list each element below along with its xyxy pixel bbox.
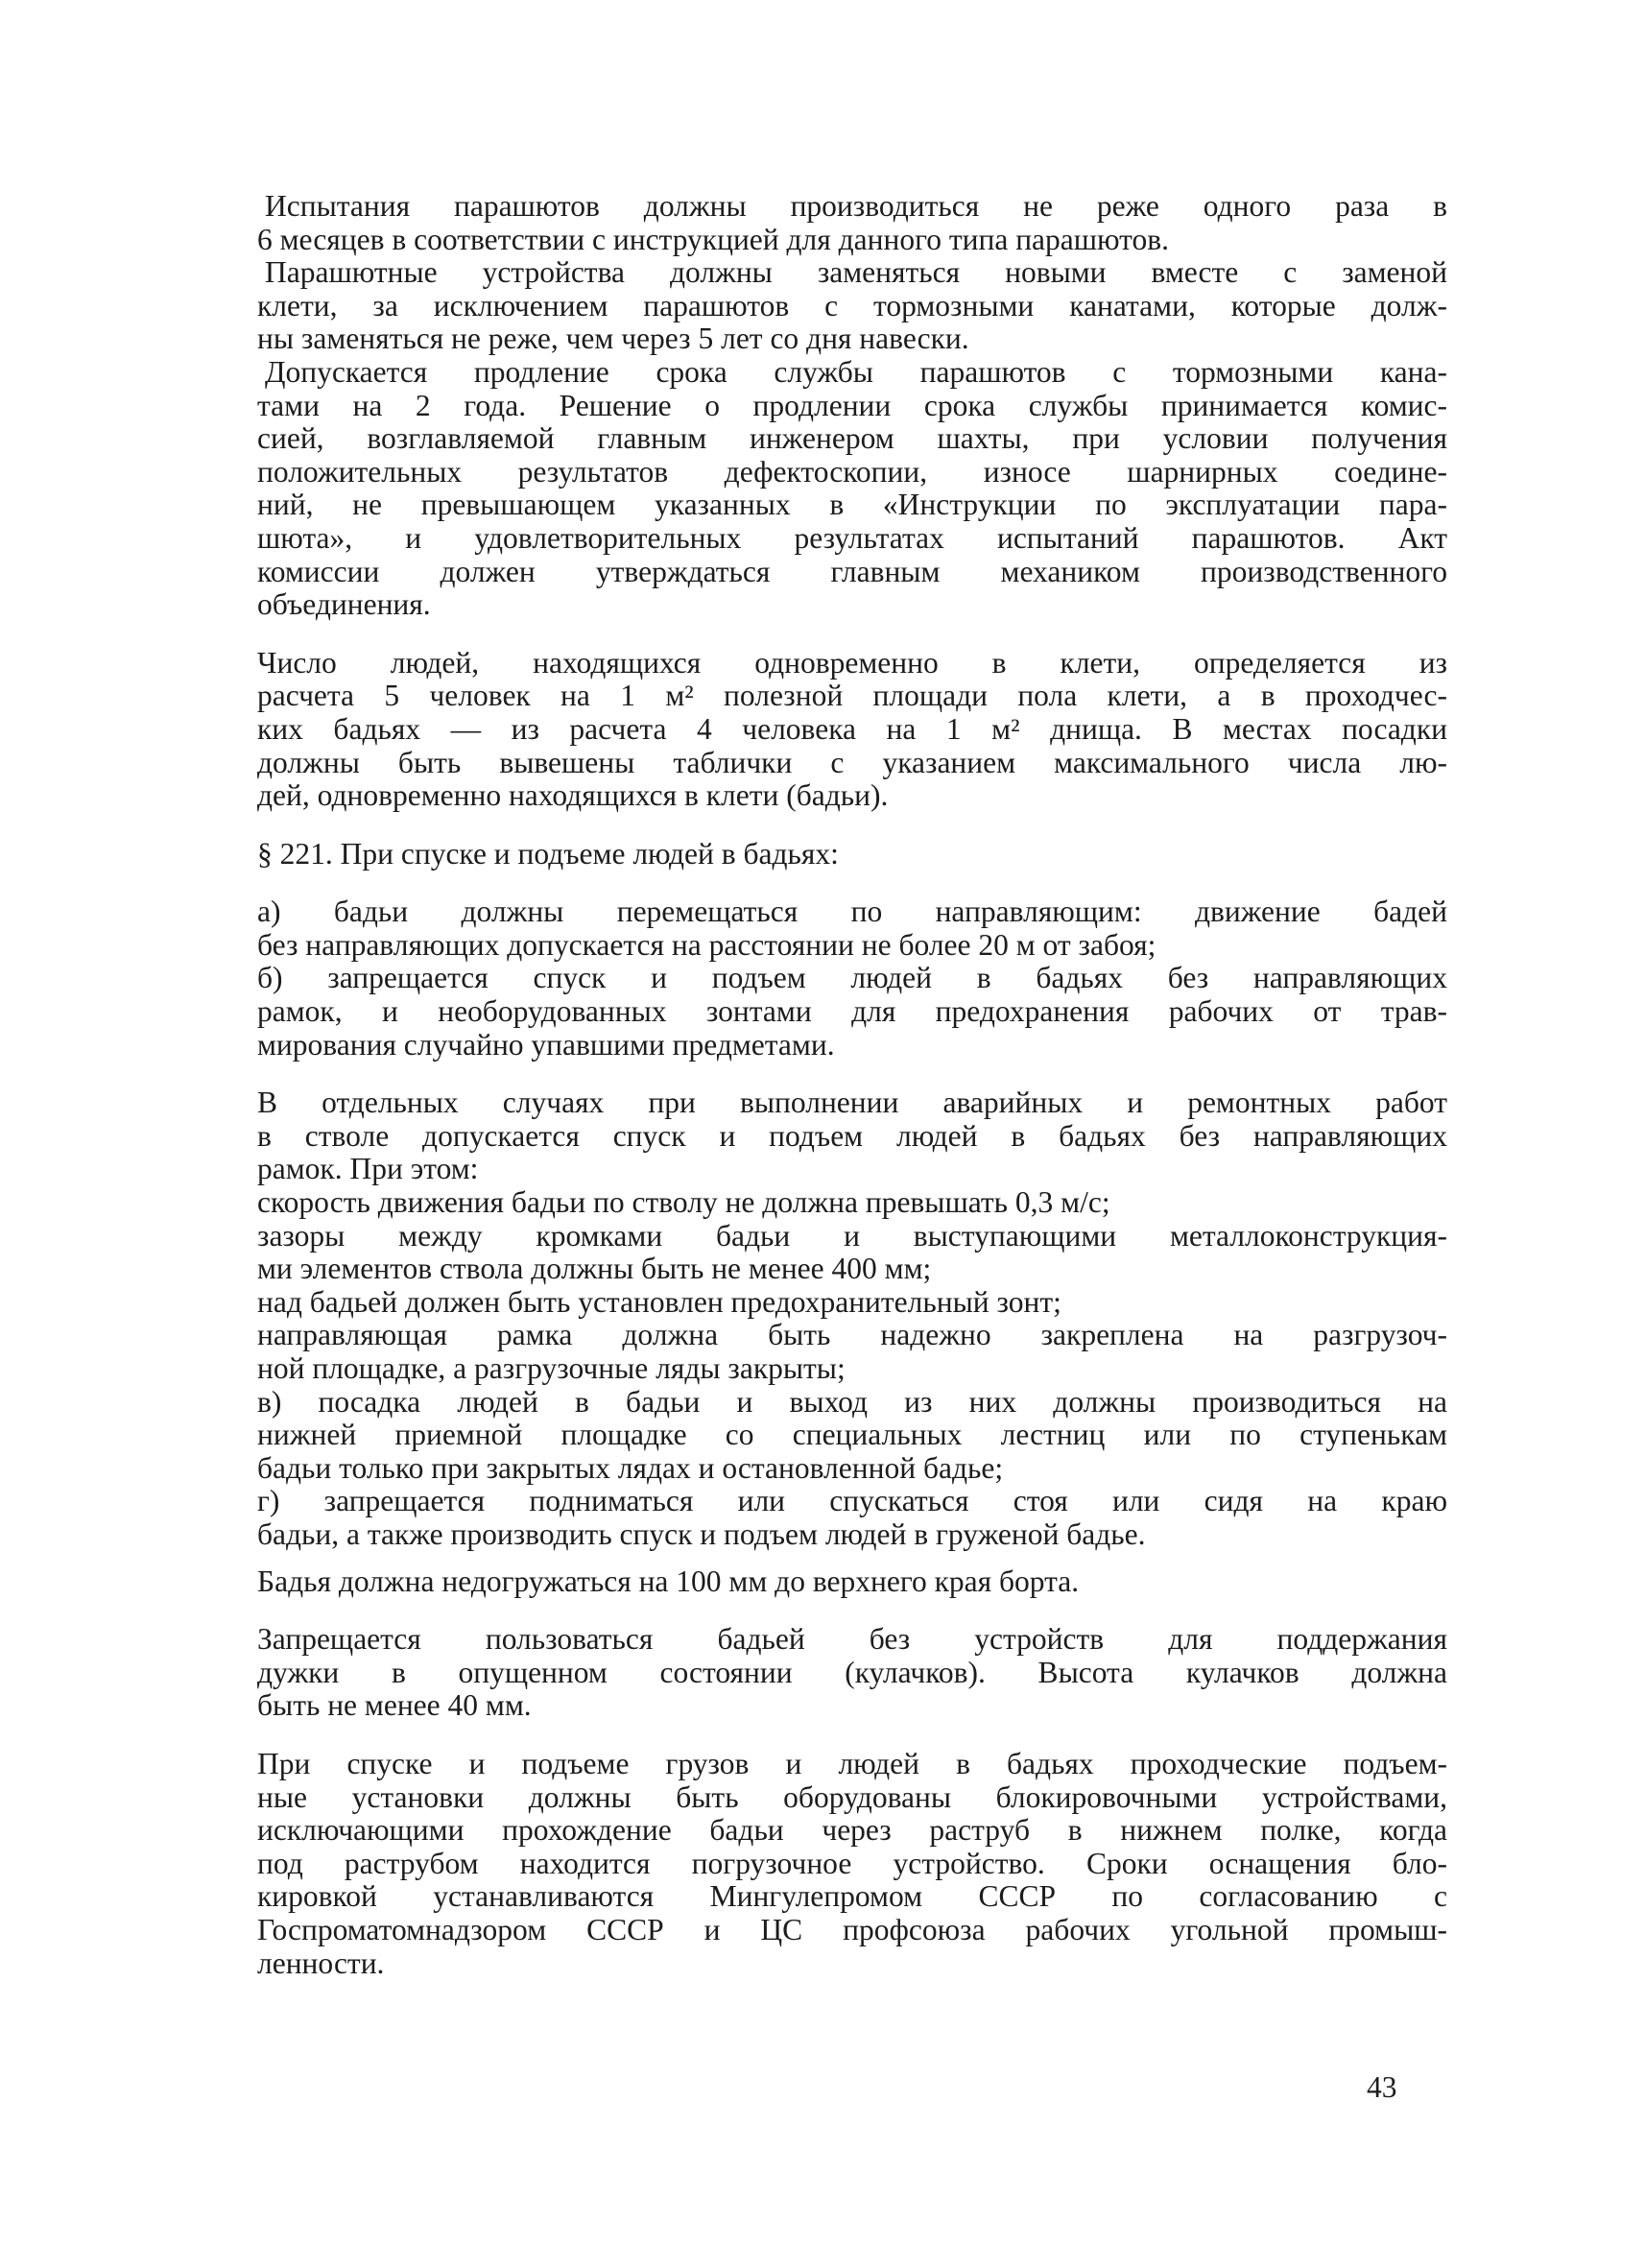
text-line: Испытания парашютов должны производиться не реже одного раза в <box>265 189 1447 223</box>
text-line: Бадья должна недогружаться на 100 мм до верхнего края борта. <box>257 1564 1080 1598</box>
text-line: 6 месяцев в соответствии с инструкцией для данного типа парашютов. <box>257 222 1169 256</box>
text-line: расчета 5 человек на 1 м² полезной площади пола клети, а в проходчес- <box>257 679 1447 713</box>
list-item-b <box>257 962 1447 1062</box>
text-line: объединения. <box>257 587 431 622</box>
paragraph-parachute-testing <box>257 190 1447 256</box>
condition-clearance <box>257 1220 1447 1286</box>
text-line: зазоры между кромками бадьи и выступающими металлоконструкция- <box>257 1218 1447 1253</box>
text-line: ми элементов ствола должны быть не менее 400 мм; <box>257 1252 932 1286</box>
list-item-v <box>257 1386 1447 1486</box>
text-line: ной площадке, а разгрузочные ляды закрыты; <box>257 1351 846 1385</box>
text-line: в) посадка людей в бадьи и выход из них должны производиться на <box>257 1384 1447 1419</box>
text-line: ких бадьях — из расчета 4 человека на 1 м² днища. В местах посадки <box>257 711 1447 746</box>
text-line: ны заменяться не реже, чем через 5 лет со дня навески. <box>257 322 969 356</box>
text-line: над бадьей должен быть установлен предохранительный зонт; <box>257 1284 1061 1319</box>
text-line: дей, одновременно находящихся в клети (бадьи). <box>257 778 889 813</box>
text-line: направляющая рамка должна быть надежно закреплена на разгрузоч- <box>257 1318 1447 1352</box>
text-line: Парашютные устройства должны заменяться новыми вместе с заменой <box>265 255 1447 290</box>
paragraph-blocking-devices <box>257 1748 1447 1980</box>
text-line: В отдельных случаях при выполнении аварийных и ремонтных работ <box>257 1086 1447 1120</box>
text-line: комиссии должен утверждаться главным механиком производственного <box>257 554 1447 588</box>
text-line: При спуске и подъеме грузов и людей в бадьях проходческие подъем- <box>257 1746 1447 1780</box>
text-line: тами на 2 года. Решение о продлении срока службы принимается комис- <box>257 388 1447 422</box>
text-line: без направляющих допускается на расстоянии не более 20 м от забоя; <box>257 927 1156 962</box>
text-line: шюта», и удовлетворительных результатах испытаний парашютов. Акт <box>257 520 1447 555</box>
text-line: бадьи, а также производить спуск и подъем людей в груженой бадье. <box>257 1516 1146 1551</box>
text-line: § 221. При спуске и подъеме людей в бадьях: <box>257 836 839 871</box>
text-line: дужки в опущенном состоянии (кулачков). Высота кулачков должна <box>257 1655 1447 1689</box>
condition-guide-frame <box>257 1319 1447 1385</box>
text-line: мирования случайно упавшими предметами. <box>257 1027 835 1062</box>
text-line: должны быть вывешены таблички с указанием максимального числа лю- <box>257 745 1447 779</box>
text-line: исключающими прохождение бадьи через раструб в нижнем полке, когда <box>257 1813 1447 1848</box>
text-line: рамок, и необорудованных зонтами для предохранения рабочих от трав- <box>257 994 1447 1029</box>
text-line: ний, не превышающем указанных в «Инструкции по эксплуатации пара- <box>257 488 1447 522</box>
text-line: бадьи только при закрытых лядах и остановленной бадье; <box>257 1450 1004 1485</box>
text-line: Запрещается пользоваться бадьей без устройств для поддержания <box>257 1622 1447 1657</box>
text-line: нижней приемной площадке со специальных лестниц или по ступенькам <box>257 1418 1447 1452</box>
text-column <box>257 190 1447 1980</box>
text-line: скорость движения бадьи по стволу не должна превышать 0,3 м/с; <box>257 1185 1110 1220</box>
text-line: б) запрещается спуск и подъем людей в бадьях без направляющих <box>257 961 1447 995</box>
text-line: ные установки должны быть оборудованы блокировочными устройствами, <box>257 1779 1447 1814</box>
section-heading-221 <box>257 838 1447 871</box>
paragraph-cams <box>257 1623 1447 1723</box>
list-item-a <box>257 895 1447 962</box>
text-line: клети, за исключением парашютов с тормозными канатами, которые долж- <box>257 288 1447 322</box>
condition-umbrella <box>257 1286 1447 1320</box>
text-line: положительных результатов дефектоскопии, износе шарнирных соедине- <box>257 454 1447 489</box>
text-line: сией, возглавляемой главным инженером шахты, при условии получения <box>257 421 1447 456</box>
paragraph-people-count <box>257 647 1447 813</box>
paragraph-parachute-replacement <box>257 256 1447 356</box>
text-line: Число людей, находящихся одновременно в клети, определяется из <box>257 645 1447 680</box>
text-line: Допускается продление срока службы парашютов с тормозными кана- <box>265 354 1447 389</box>
text-line: ленности. <box>257 1946 385 1980</box>
paragraph-emergency-cases <box>257 1086 1447 1186</box>
paragraph-bucket-load <box>257 1565 1447 1599</box>
text-line: Госпроматомнадзором СССР и ЦС профсоюза рабочих угольной промыш- <box>257 1912 1447 1946</box>
text-line: г) запрещается подниматься или спускаться стоя или сидя на краю <box>257 1484 1447 1518</box>
text-line: под раструбом находится погрузочное устройство. Сроки оснащения бло- <box>257 1846 1447 1880</box>
page-number: 43 <box>1367 2070 1397 2104</box>
condition-speed <box>257 1186 1447 1220</box>
list-item-g <box>257 1485 1447 1551</box>
paragraph-service-extension <box>257 356 1447 622</box>
text-line: кировкой устанавливаются Мингулепромом СССР по согласованию с <box>257 1879 1447 1914</box>
text-line: а) бадьи должны перемещаться по направляющим: движение бадей <box>257 895 1447 929</box>
text-line: быть не менее 40 мм. <box>257 1688 532 1723</box>
text-line: рамок. При этом: <box>257 1152 479 1186</box>
text-line: в стволе допускается спуск и подъем людей в бадьях без направляющих <box>257 1118 1447 1153</box>
